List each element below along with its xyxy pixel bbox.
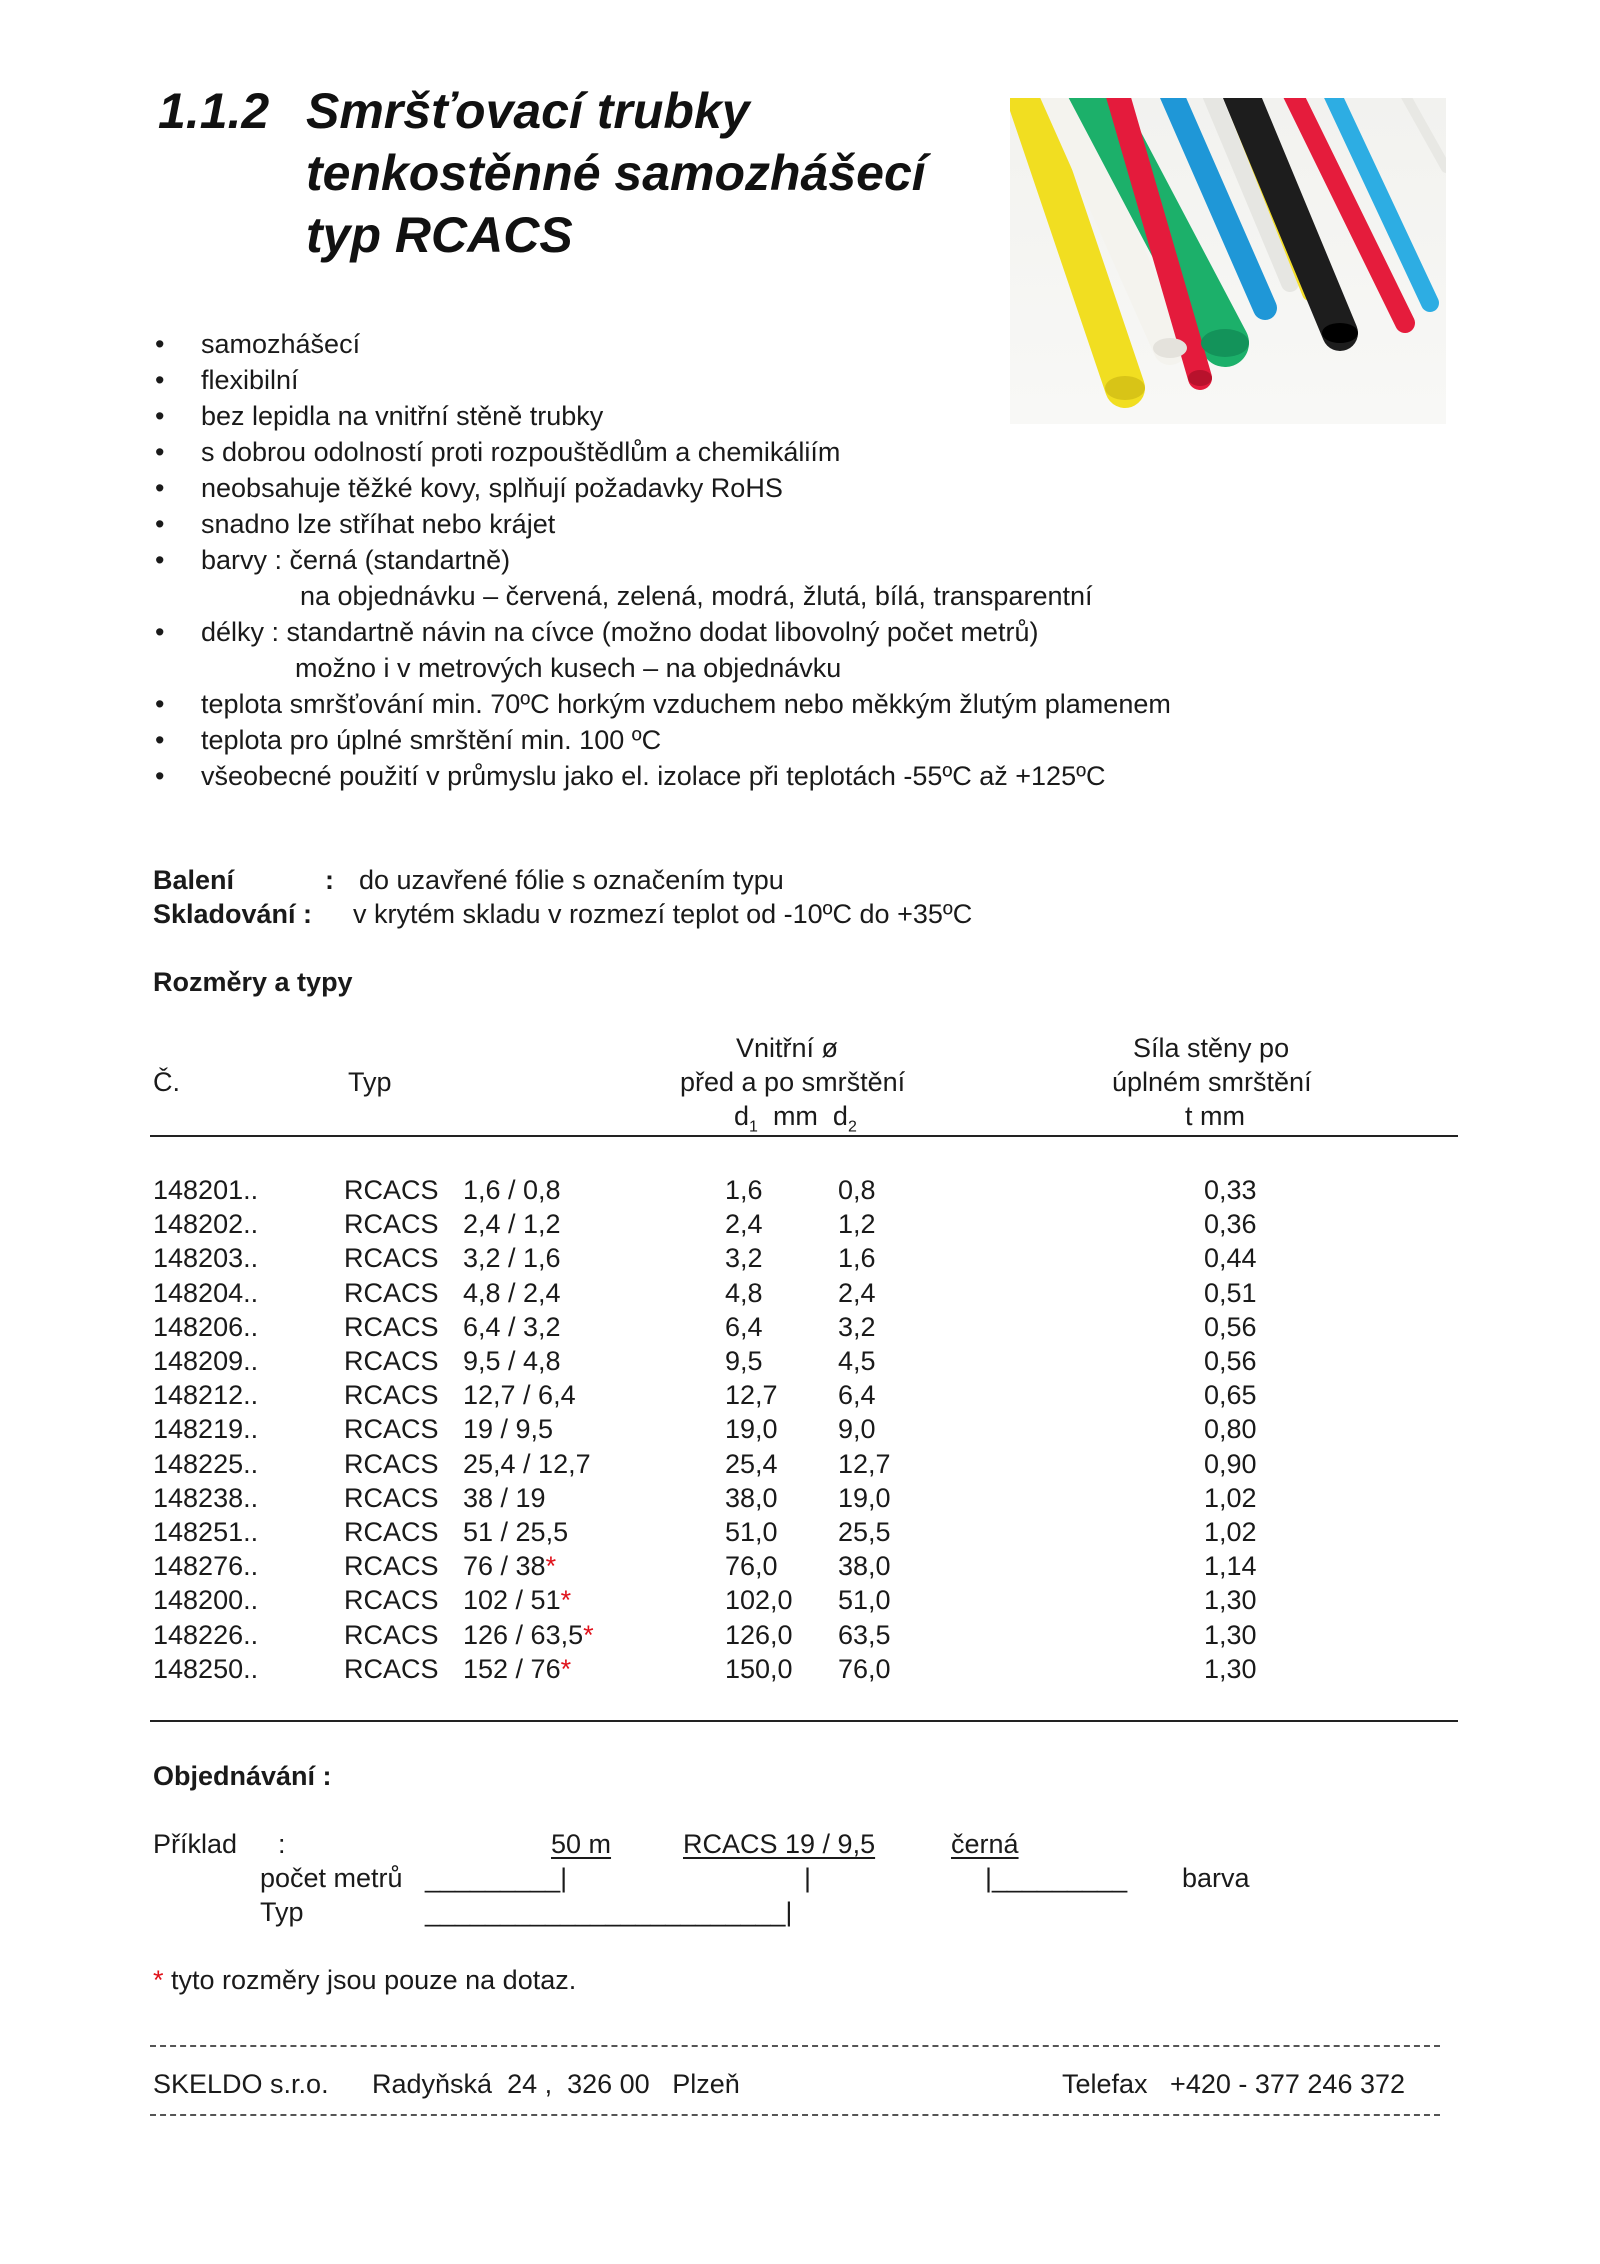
example-type: RCACS 19 / 9,5 bbox=[683, 1829, 876, 1859]
table-header-wall-1: Síla stěny po bbox=[1133, 1033, 1290, 1063]
cell-wall: 0,90 bbox=[1204, 1448, 1257, 1479]
cell-d1: 150,0 bbox=[725, 1653, 793, 1684]
on-request-star: * bbox=[560, 1653, 572, 1684]
size-text: 126 / 63,5 bbox=[463, 1619, 584, 1650]
cell-d1: 2,4 bbox=[725, 1209, 763, 1240]
cell-type-prefix: RCACS bbox=[344, 1585, 439, 1616]
table-row bbox=[0, 1310, 1600, 1344]
cell-d1: 38,0 bbox=[725, 1482, 778, 1513]
size-text: 6,4 / 3,2 bbox=[463, 1311, 561, 1342]
on-request-star: * bbox=[583, 1619, 594, 1650]
table-header-inner-3: $d_1$ mm $d_2$ bbox=[734, 1101, 857, 1136]
footer-phone: Telefax +420 - 377 246 372 bbox=[1062, 2069, 1406, 2099]
cell-wall: 0,56 bbox=[1204, 1311, 1257, 1342]
cell-d2: 9,0 bbox=[838, 1414, 876, 1445]
table-bottom-rule bbox=[150, 1720, 1458, 1722]
cell-number: 148219.. bbox=[153, 1414, 259, 1445]
page-title-line-2: tenkostěnné samozhášecí bbox=[306, 145, 926, 201]
cell-wall: 0,65 bbox=[1204, 1380, 1257, 1411]
cell-d2: 38,0 bbox=[838, 1551, 891, 1582]
cell-d2: 1,6 bbox=[838, 1243, 876, 1274]
cell-d2: 51,0 bbox=[838, 1585, 891, 1616]
cell-type-size bbox=[463, 1583, 571, 1617]
cell-number: 148226.. bbox=[153, 1619, 259, 1650]
dimensions-heading: Rozměry a typy bbox=[153, 967, 353, 997]
list-item: • všeobecné použití v průmyslu jako el. izolace při teplotách -55ºC až +125ºC bbox=[155, 761, 1106, 791]
footnote: * tyto rozměry jsou pouze na dotaz. bbox=[153, 1965, 577, 1995]
cell-type-prefix: RCACS bbox=[344, 1619, 439, 1650]
cell-number: 148212.. bbox=[153, 1380, 259, 1411]
list-item-continuation: možno i v metrových kusech – na objednávku bbox=[295, 653, 842, 683]
storage-row bbox=[153, 896, 1353, 932]
cell-type-prefix: RCACS bbox=[344, 1209, 439, 1240]
list-item: • s dobrou odolností proti rozpouštědlům a chemikáliím bbox=[155, 437, 841, 467]
cell-d2: 25,5 bbox=[838, 1517, 891, 1547]
cell-number: 148225.. bbox=[153, 1448, 259, 1479]
cell-type-size bbox=[463, 1412, 553, 1446]
cell-type-size bbox=[463, 1515, 568, 1549]
list-item-continuation: na objednávku – červená, zelená, modrá, žlutá, bílá, transparentní bbox=[300, 581, 1093, 611]
table-row bbox=[0, 1583, 1600, 1617]
on-request-star: * bbox=[545, 1551, 557, 1582]
cell-type-prefix: RCACS bbox=[344, 1380, 439, 1411]
cell-number: 148251.. bbox=[153, 1517, 259, 1547]
packing-row bbox=[153, 862, 1353, 898]
section-number: 1.1.2 bbox=[158, 83, 270, 139]
cell-type-prefix: RCACS bbox=[344, 1346, 439, 1376]
packing-value: do uzavřené fólie s označením typu bbox=[359, 865, 784, 895]
cell-number: 148204.. bbox=[153, 1277, 259, 1308]
cell-type-prefix: RCACS bbox=[344, 1517, 439, 1547]
size-text: 76 / 38 bbox=[463, 1551, 546, 1582]
cell-type-size bbox=[463, 1276, 561, 1310]
cell-wall: 1,02 bbox=[1204, 1482, 1257, 1513]
cell-wall: 0,36 bbox=[1204, 1209, 1257, 1240]
cell-d1: 19,0 bbox=[725, 1414, 778, 1445]
cell-number: 148201.. bbox=[153, 1175, 259, 1205]
meters-line: _________| bbox=[425, 1863, 568, 1893]
cell-wall: 1,30 bbox=[1204, 1585, 1257, 1616]
cell-type-size bbox=[463, 1173, 561, 1207]
cell-type-prefix: RCACS bbox=[344, 1414, 439, 1445]
cell-d2: 1,2 bbox=[838, 1209, 876, 1240]
cell-d2: 4,5 bbox=[838, 1346, 876, 1376]
cell-number: 148206.. bbox=[153, 1311, 259, 1342]
cell-wall: 1,02 bbox=[1204, 1517, 1257, 1547]
list-item: • samozhášecí bbox=[155, 329, 361, 359]
meters-label: počet metrů bbox=[260, 1863, 403, 1893]
table-header-wall-3: t mm bbox=[1185, 1101, 1245, 1131]
cell-d1: 9,5 bbox=[725, 1346, 763, 1376]
table-top-rule bbox=[150, 1135, 1458, 1137]
cell-d2: 19,0 bbox=[838, 1482, 891, 1513]
list-item: • barvy : černá (standartně) bbox=[155, 545, 511, 575]
footnote-star: * bbox=[153, 1965, 164, 1995]
table-row bbox=[0, 1447, 1600, 1481]
page-title-line-3: typ RCACS bbox=[306, 207, 573, 263]
cell-type-prefix: RCACS bbox=[344, 1482, 439, 1513]
table-row bbox=[0, 1344, 1600, 1378]
size-text: 3,2 / 1,6 bbox=[463, 1243, 561, 1274]
cell-d1: 1,6 bbox=[725, 1175, 763, 1205]
table-row bbox=[0, 1652, 1600, 1686]
footer-bottom-rule bbox=[150, 2114, 1440, 2116]
table-header-inner-2: před a po smrštění bbox=[680, 1067, 906, 1097]
cell-wall: 0,33 bbox=[1204, 1175, 1257, 1205]
cell-wall: 1,30 bbox=[1204, 1619, 1257, 1650]
table-row bbox=[0, 1378, 1600, 1412]
list-item: • délky : standartně návin na cívce (možno dodat libovolný počet metrů) bbox=[155, 617, 1039, 647]
cell-type-size bbox=[463, 1207, 561, 1241]
size-text: 25,4 / 12,7 bbox=[463, 1448, 591, 1479]
size-text: 9,5 / 4,8 bbox=[463, 1346, 561, 1376]
cell-d1: 4,8 bbox=[725, 1277, 763, 1308]
cell-wall: 0,80 bbox=[1204, 1414, 1257, 1445]
size-text: 51 / 25,5 bbox=[463, 1517, 569, 1547]
cell-number: 148209.. bbox=[153, 1346, 259, 1376]
size-text: 1,6 / 0,8 bbox=[463, 1175, 561, 1205]
cell-d1: 6,4 bbox=[725, 1311, 763, 1342]
table-row bbox=[0, 1618, 1600, 1652]
cell-wall: 0,56 bbox=[1204, 1346, 1257, 1376]
table-row bbox=[0, 1173, 1600, 1207]
footer-top-rule bbox=[150, 2045, 1440, 2047]
packing-colon: : bbox=[325, 865, 334, 895]
size-text: 2,4 / 1,2 bbox=[463, 1209, 561, 1240]
type-label: Typ bbox=[260, 1897, 304, 1927]
cell-type-prefix: RCACS bbox=[344, 1653, 439, 1684]
table-header-no: Č. bbox=[153, 1067, 180, 1097]
table-header-wall-2: úplném smrštění bbox=[1112, 1067, 1312, 1097]
cell-type-size bbox=[463, 1652, 571, 1686]
cell-type-size bbox=[463, 1481, 546, 1515]
cell-number: 148238.. bbox=[153, 1482, 259, 1513]
cell-type-size bbox=[463, 1447, 591, 1481]
features-list bbox=[155, 326, 1305, 794]
on-request-star: * bbox=[560, 1585, 572, 1616]
cell-d2: 2,4 bbox=[838, 1277, 876, 1308]
table-header-inner-1: Vnitřní ø bbox=[736, 1033, 839, 1063]
table-row bbox=[0, 1481, 1600, 1515]
cell-type-size bbox=[463, 1618, 594, 1652]
cell-d1: 126,0 bbox=[725, 1619, 793, 1650]
cell-d2: 76,0 bbox=[838, 1653, 891, 1684]
size-text: 12,7 / 6,4 bbox=[463, 1380, 576, 1411]
size-text: 4,8 / 2,4 bbox=[463, 1277, 561, 1308]
table-row bbox=[0, 1412, 1600, 1446]
cell-number: 148250.. bbox=[153, 1653, 259, 1684]
example-colon: : bbox=[278, 1829, 286, 1859]
list-item: • snadno lze stříhat nebo krájet bbox=[155, 509, 556, 539]
cell-d1: 12,7 bbox=[725, 1380, 778, 1411]
cell-d2: 3,2 bbox=[838, 1311, 876, 1342]
table-header-type: Typ bbox=[348, 1067, 392, 1097]
table-row bbox=[0, 1207, 1600, 1241]
footer-company: SKELDO s.r.o. bbox=[153, 2069, 329, 2099]
page-title-line-1: Smršťovací trubky bbox=[306, 83, 750, 139]
cell-d1: 3,2 bbox=[725, 1243, 763, 1274]
ordering-heading: Objednávání : bbox=[153, 1761, 332, 1791]
table-row bbox=[0, 1241, 1600, 1275]
footer-address: Radyňská 24 , 326 00 Plzeň bbox=[372, 2069, 740, 2099]
size-text: 38 / 19 bbox=[463, 1482, 546, 1513]
cell-type-size bbox=[463, 1549, 556, 1583]
cell-number: 148202.. bbox=[153, 1209, 259, 1240]
list-item: • bez lepidla na vnitřní stěně trubky bbox=[155, 401, 604, 431]
cell-d1: 25,4 bbox=[725, 1448, 778, 1479]
cell-type-size bbox=[463, 1310, 561, 1344]
cell-d1: 51,0 bbox=[725, 1517, 778, 1547]
cell-type-prefix: RCACS bbox=[344, 1311, 439, 1342]
cell-wall: 0,44 bbox=[1204, 1243, 1257, 1274]
type-line: ________________________| bbox=[425, 1897, 793, 1927]
cell-type-size bbox=[463, 1241, 561, 1275]
storage-label: Skladování : bbox=[153, 899, 313, 929]
list-item: • flexibilní bbox=[155, 365, 299, 395]
cell-wall: 1,14 bbox=[1204, 1551, 1257, 1582]
cell-d1: 102,0 bbox=[725, 1585, 793, 1616]
color-line: |_________ bbox=[985, 1863, 1128, 1893]
example-label: Příklad bbox=[153, 1829, 238, 1859]
list-item: • neobsahuje těžké kovy, splňují požadavky RoHS bbox=[155, 473, 783, 503]
cell-d2: 63,5 bbox=[838, 1619, 891, 1650]
cell-wall: 0,51 bbox=[1204, 1277, 1257, 1308]
storage-value: v krytém skladu v rozmezí teplot od -10ºC do +35ºC bbox=[353, 899, 973, 929]
cell-type-prefix: RCACS bbox=[344, 1175, 439, 1205]
cell-type-size bbox=[463, 1378, 576, 1412]
table-row bbox=[0, 1549, 1600, 1583]
cell-d2: 12,7 bbox=[838, 1448, 891, 1479]
color-label: barva bbox=[1182, 1863, 1250, 1893]
list-item: • teplota smršťování min. 70ºC horkým vzduchem nebo měkkým žlutým plamenem bbox=[155, 689, 1171, 719]
cell-type-prefix: RCACS bbox=[344, 1277, 439, 1308]
size-text: 102 / 51 bbox=[463, 1585, 561, 1616]
cell-number: 148276.. bbox=[153, 1551, 259, 1582]
size-text: 19 / 9,5 bbox=[463, 1414, 554, 1445]
cell-type-size bbox=[463, 1344, 561, 1378]
cell-d1: 76,0 bbox=[725, 1551, 778, 1582]
table-row bbox=[0, 1276, 1600, 1310]
cell-type-prefix: RCACS bbox=[344, 1448, 439, 1479]
table-row bbox=[0, 1515, 1600, 1549]
packing-label: Balení bbox=[153, 865, 235, 895]
list-item: • teplota pro úplné smrštění min. 100 ºC bbox=[155, 725, 662, 755]
cell-type-prefix: RCACS bbox=[344, 1551, 439, 1582]
cell-number: 148203.. bbox=[153, 1243, 259, 1274]
cell-d2: 6,4 bbox=[838, 1380, 876, 1411]
type-pipe: | bbox=[804, 1863, 812, 1893]
cell-d2: 0,8 bbox=[838, 1175, 876, 1205]
cell-type-prefix: RCACS bbox=[344, 1243, 439, 1274]
size-text: 152 / 76 bbox=[463, 1653, 561, 1684]
cell-number: 148200.. bbox=[153, 1585, 259, 1616]
cell-wall: 1,30 bbox=[1204, 1653, 1257, 1684]
example-meters: 50 m bbox=[551, 1829, 612, 1859]
example-color: černá bbox=[951, 1829, 1019, 1859]
